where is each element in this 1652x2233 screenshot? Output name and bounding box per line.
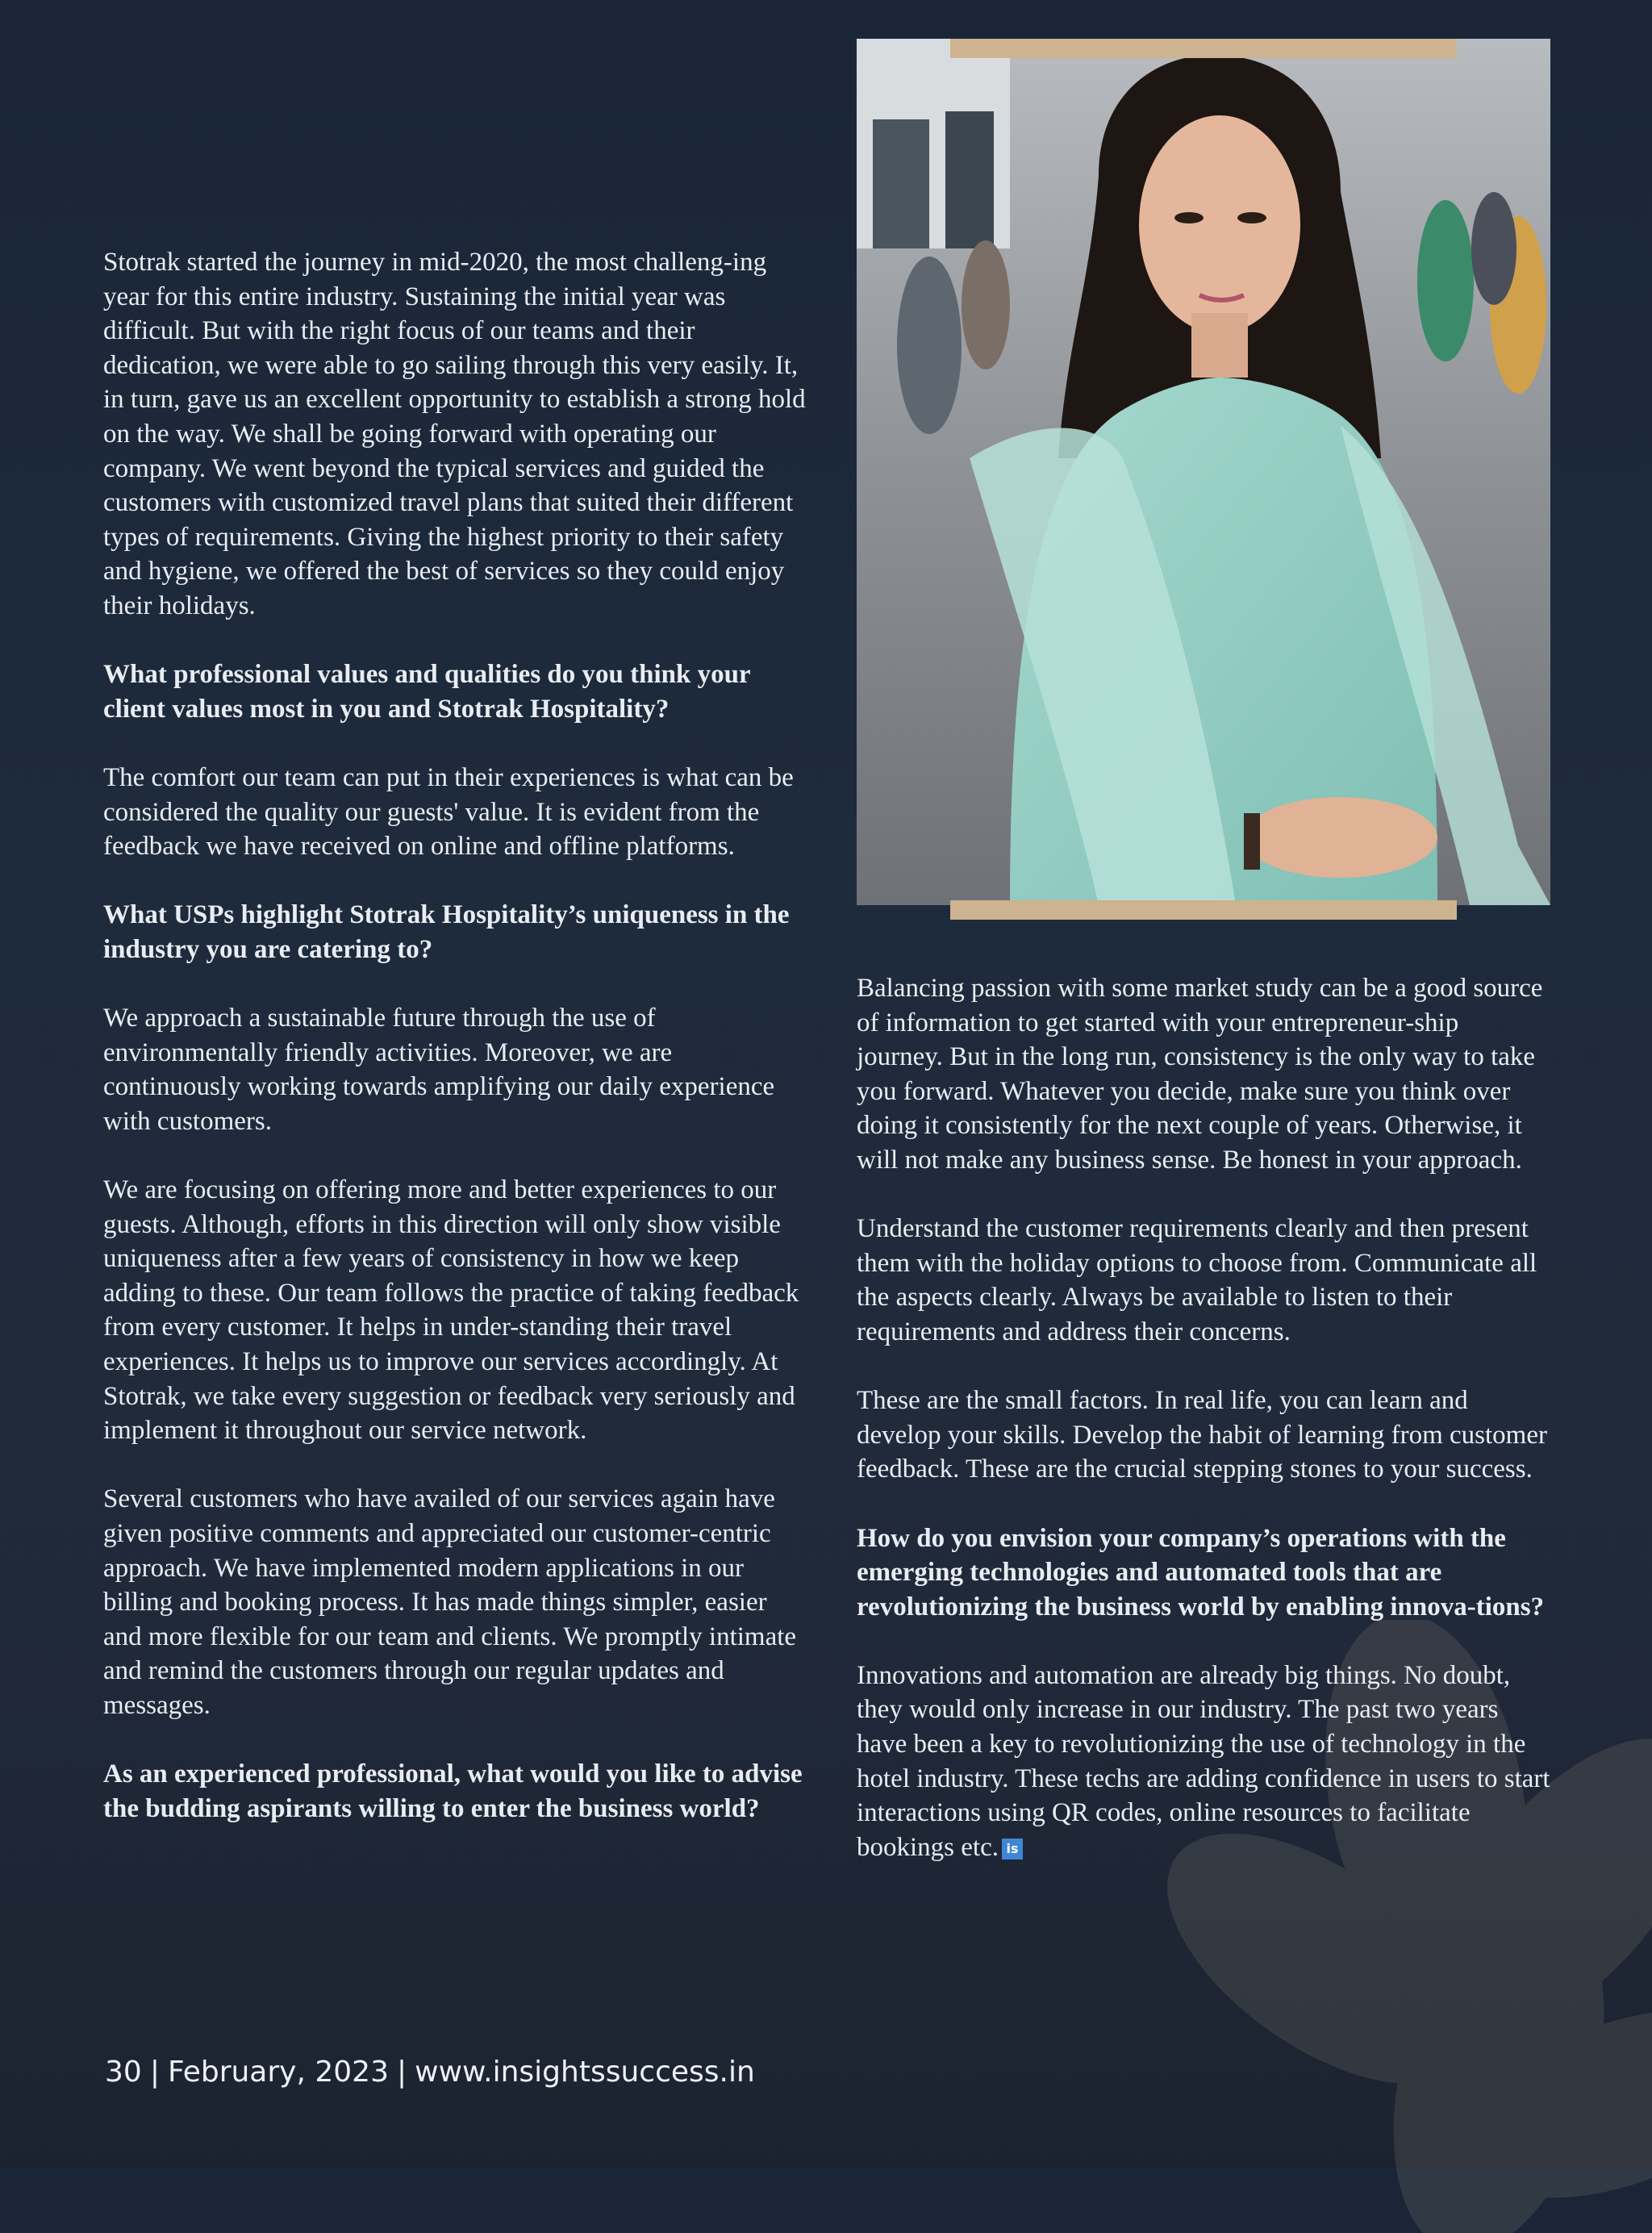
body-paragraph (857, 1212, 1550, 1349)
paragraph-text: The comfort our team can put in their experiences is what can be considered the quality our guests' value. It is evident from the feedback we have received on online and offline platforms. (103, 762, 794, 862)
paragraph-text: We are focusing on offering more and better experiences to our guests. Although, efforts in this direction will only show visible uniqueness after a few years of consistency in how we keep adding to these. Our team follows the practice of taking feedback from every customer. It helps in under-standing their travel experiences. It helps us to improve our services accordingly. At Stotrak, we take every suggestion or feedback very seriously and implement it throughout our service network. (103, 1175, 799, 1446)
paragraph-text: Balancing passion with some market study can be a good source of information to get started with your entrepreneur-ship journey. But in the long run, consistency is the only way to take you forward. Whatever you decide, make sure you think over doing it consistently for the next couple of years. Otherwise, it will not make any business sense. Be honest in your approach. (857, 974, 1543, 1175)
portrait-photo-frame (857, 39, 1550, 920)
page-footer (105, 2056, 755, 2089)
question-text: What USPs highlight Stotrak Hospitality’s uniqueness in the industry you are catering to? (103, 900, 790, 964)
portrait-photo (857, 39, 1550, 905)
photo-accent-bar-top (950, 39, 1457, 58)
paragraph-text: Innovations and automation are already big things. No doubt, they would only increase in our industry. The past two years have been a key to revolutionizing the use of technology in the hotel industry. These techs are adding confidence in users to start interactions using QR codes, online resources to facilitate bookings etc. (857, 1660, 1550, 1862)
article-left-column (103, 245, 807, 1860)
interview-question (103, 657, 807, 726)
question-text: How do you envision your company’s operations with the emerging technologies and automated tools that are revolutionizing the business world by enabling innova-tions? (857, 1523, 1545, 1622)
question-text: What professional values and qualities do you think your client values most in you and Stotrak Hospitality? (103, 660, 750, 724)
paragraph-text: Several customers who have availed of our services again have given positive comments and appreciated our customer-centric approach. We have implemented modern applications in our billing and booking process. It has made things simpler, easier and more flexible for our team and clients. We promptly intimate and remind the customers through our regular updates and messages. (103, 1484, 797, 1720)
paragraph-text: Understand the customer requirements clearly and then present them with the holiday options to choose from. Communicate all the aspects clearly. Always be available to listen to their requirements and address their concerns. (857, 1214, 1537, 1346)
article-end-mark-icon: is (1002, 1839, 1023, 1859)
body-paragraph (857, 971, 1550, 1178)
website-link[interactable]: www.insightssuccess.in (415, 2056, 755, 2089)
body-paragraph (857, 1384, 1550, 1487)
interview-question (857, 1521, 1550, 1625)
footer-separator: | (396, 2056, 407, 2089)
issue-date: February, 2023 (167, 2056, 389, 2089)
body-paragraph (103, 1001, 807, 1138)
body-paragraph (103, 761, 807, 864)
paragraph-text: These are the small factors. In real life, you can learn and develop your skills. Develop the habit of learning from customer feedback. These are the crucial stepping stones to your success. (857, 1386, 1547, 1484)
paragraph-text: Stotrak started the journey in mid-2020, the most challeng-ing year for this entire industry. Sustaining the initial year was difficult. But with the right focus of our teams and their dedication, we were able to go sailing through this very easily. It, in turn, gave us an excellent opportunity to establish a strong hold on the way. We shall be going forward with operating our company. We went beyond the typical services and guided the customers with customized travel plans that suited their different types of requirements. Giving the highest priority to their safety and hygiene, we offered the best of services so they could enjoy their holidays. (103, 248, 806, 620)
body-paragraph (103, 1173, 807, 1448)
article-right-column (857, 971, 1550, 1899)
paragraph-text: We approach a sustainable future through the use of environmentally friendly activities. Moreover, we are continuously working towards amplifying our daily experience with customers. (103, 1004, 775, 1136)
page-number: 30 (105, 2056, 142, 2089)
body-paragraph (857, 1659, 1550, 1865)
interview-question (103, 898, 807, 966)
question-text: As an experienced professional, what would you like to advise the budding aspirants willing to enter the business world? (103, 1759, 803, 1823)
body-paragraph (103, 1482, 807, 1722)
interview-question (103, 1757, 807, 1826)
footer-separator: | (149, 2056, 160, 2089)
body-paragraph (103, 245, 807, 624)
photo-accent-bar-bottom (950, 900, 1457, 920)
